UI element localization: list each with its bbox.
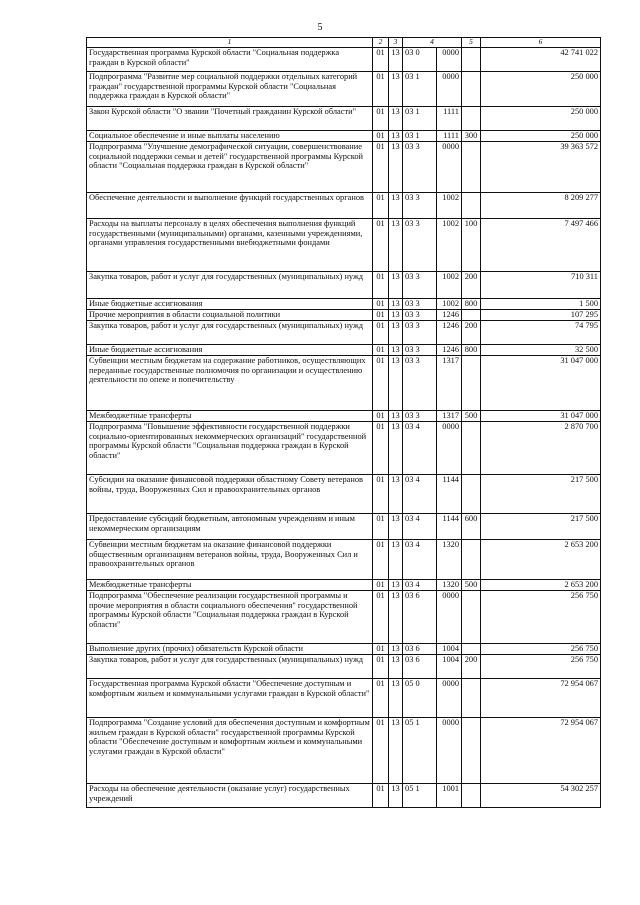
row-name: Подпрограмма "Развитие мер социальной поддержки отдельных категорий граждан" государственной программы Курской области "Социальная поддержка граждан в Курской области": [87, 72, 373, 107]
row-section: 01: [373, 131, 389, 142]
table-row: [87, 310, 601, 321]
table-row: [87, 784, 601, 808]
row-name: Прочие мероприятия в области социальной политики: [87, 310, 373, 321]
row-expense-type: [462, 48, 481, 72]
table-row: [87, 193, 601, 219]
row-section: 01: [373, 475, 389, 514]
row-target-program: 05 0: [403, 679, 437, 718]
row-subsection: 13: [389, 107, 403, 131]
row-section: 01: [373, 580, 389, 591]
row-name: Иные бюджетные ассигнования: [87, 345, 373, 356]
header-col-2: 2: [373, 38, 389, 48]
row-expense-type: [462, 475, 481, 514]
row-expense-type: 600: [462, 514, 481, 540]
row-target-number: 1144: [437, 514, 462, 540]
row-target-number: 1002: [437, 219, 462, 272]
row-amount: 7 497 466: [481, 219, 601, 272]
row-expense-type: 100: [462, 219, 481, 272]
table-row: [87, 475, 601, 514]
row-expense-type: 500: [462, 580, 481, 591]
row-section: 01: [373, 219, 389, 272]
budget-table: [86, 37, 601, 808]
row-target-program: 03 3: [403, 310, 437, 321]
row-name: Закупка товаров, работ и услуг для государственных (муниципальных) нужд: [87, 321, 373, 345]
row-section: 01: [373, 540, 389, 580]
row-name: Государственная программа Курской области "Обеспечение доступным и комфортным жильем и коммунальными услугами граждан в Курской области": [87, 679, 373, 718]
row-expense-type: [462, 422, 481, 475]
row-name: Иные бюджетные ассигнования: [87, 299, 373, 310]
row-amount: 250 000: [481, 107, 601, 131]
row-section: 01: [373, 299, 389, 310]
row-amount: 710 311: [481, 272, 601, 299]
row-expense-type: 500: [462, 411, 481, 422]
row-target-number: 1004: [437, 655, 462, 679]
row-subsection: 13: [389, 644, 403, 655]
table-row: [87, 72, 601, 107]
row-target-program: 03 3: [403, 272, 437, 299]
header-col-6: 6: [481, 38, 601, 48]
row-expense-type: [462, 193, 481, 219]
row-expense-type: [462, 679, 481, 718]
row-amount: 217 500: [481, 475, 601, 514]
row-target-number: 0000: [437, 679, 462, 718]
row-section: 01: [373, 321, 389, 345]
table-row: [87, 272, 601, 299]
row-subsection: 13: [389, 580, 403, 591]
header-col-3: 3: [389, 38, 403, 48]
row-name: Государственная программа Курской области "Социальная поддержка граждан в Курской области": [87, 48, 373, 72]
row-target-program: 03 3: [403, 321, 437, 345]
row-target-program: 03 6: [403, 644, 437, 655]
row-expense-type: 300: [462, 131, 481, 142]
row-name: Межбюджетные трансферты: [87, 411, 373, 422]
row-amount: 72 954 067: [481, 718, 601, 784]
row-subsection: 13: [389, 299, 403, 310]
row-target-number: 0000: [437, 48, 462, 72]
row-target-program: 03 4: [403, 514, 437, 540]
row-name: Межбюджетные трансферты: [87, 580, 373, 591]
table-row: [87, 679, 601, 718]
row-section: 01: [373, 718, 389, 784]
row-amount: 42 741 022: [481, 48, 601, 72]
row-section: 01: [373, 193, 389, 219]
row-target-program: 03 3: [403, 193, 437, 219]
row-section: 01: [373, 345, 389, 356]
table-row: [87, 644, 601, 655]
row-target-number: 1320: [437, 580, 462, 591]
row-amount: 256 750: [481, 591, 601, 644]
row-amount: 54 302 257: [481, 784, 601, 808]
row-subsection: 13: [389, 514, 403, 540]
row-target-program: 03 1: [403, 107, 437, 131]
row-target-program: 03 3: [403, 345, 437, 356]
row-amount: 2 653 200: [481, 580, 601, 591]
table-row: [87, 345, 601, 356]
row-subsection: 13: [389, 411, 403, 422]
row-section: 01: [373, 142, 389, 193]
row-expense-type: [462, 591, 481, 644]
row-subsection: 13: [389, 718, 403, 784]
row-expense-type: [462, 718, 481, 784]
table-row: [87, 131, 601, 142]
row-target-number: 0000: [437, 142, 462, 193]
row-section: 01: [373, 591, 389, 644]
row-name: Подпрограмма "Улучшение демографической ситуации, совершенствование социальной поддержки семьи и детей" государственной программы Курской области "Социальная поддержка граждан в Курской области": [87, 142, 373, 193]
row-name: Предоставление субсидий бюджетным, автономным учреждениям и иным некоммерческим организациям: [87, 514, 373, 540]
row-name: Подпрограмма "Создание условий для обеспечения доступным и комфортным жильем граждан в Курской области" государственной программы Курской области "Обеспечение доступным и комфортным жильем и коммунальными услугами граждан в Курской области": [87, 718, 373, 784]
row-subsection: 13: [389, 142, 403, 193]
row-section: 01: [373, 72, 389, 107]
table-row: [87, 591, 601, 644]
row-amount: 31 047 000: [481, 411, 601, 422]
row-target-number: 1144: [437, 475, 462, 514]
header-col-5: 5: [462, 38, 481, 48]
row-expense-type: 200: [462, 272, 481, 299]
row-section: 01: [373, 48, 389, 72]
row-target-program: 03 3: [403, 299, 437, 310]
row-section: 01: [373, 679, 389, 718]
table-row: [87, 299, 601, 310]
row-section: 01: [373, 655, 389, 679]
row-amount: 107 295: [481, 310, 601, 321]
table-row: [87, 580, 601, 591]
row-target-number: 1004: [437, 644, 462, 655]
row-section: 01: [373, 411, 389, 422]
row-section: 01: [373, 272, 389, 299]
table-row: [87, 321, 601, 345]
row-target-number: 0000: [437, 718, 462, 784]
row-target-number: 1002: [437, 193, 462, 219]
row-section: 01: [373, 107, 389, 131]
row-section: 01: [373, 310, 389, 321]
row-target-program: 03 4: [403, 580, 437, 591]
header-col-1: 1: [87, 38, 373, 48]
table-row: [87, 514, 601, 540]
row-amount: 217 500: [481, 514, 601, 540]
page-number: 5: [317, 22, 323, 33]
row-amount: 1 500: [481, 299, 601, 310]
row-section: 01: [373, 422, 389, 475]
table-row: [87, 219, 601, 272]
row-section: 01: [373, 644, 389, 655]
row-subsection: 13: [389, 679, 403, 718]
row-subsection: 13: [389, 591, 403, 644]
row-target-program: 03 3: [403, 411, 437, 422]
row-amount: 72 954 067: [481, 679, 601, 718]
row-amount: 2 870 700: [481, 422, 601, 475]
row-name: Подпрограмма "Повышение эффективности государственной поддержки социально-ориентированных некоммерческих организаций" государственной программы Курской области "Социальная поддержка граждан в Курской области": [87, 422, 373, 475]
row-target-program: 03 3: [403, 142, 437, 193]
row-subsection: 13: [389, 475, 403, 514]
row-expense-type: 800: [462, 345, 481, 356]
row-expense-type: [462, 142, 481, 193]
row-target-program: 05 1: [403, 784, 437, 808]
table-row: [87, 540, 601, 580]
row-name: Выполнение других (прочих) обязательств Курской области: [87, 644, 373, 655]
row-target-number: 1001: [437, 784, 462, 808]
table-header-row: [87, 38, 601, 48]
table-row: [87, 718, 601, 784]
row-target-program: 03 4: [403, 540, 437, 580]
row-target-number: 0000: [437, 591, 462, 644]
row-target-number: 0000: [437, 72, 462, 107]
row-name: Подпрограмма "Обеспечение реализации государственной программы и прочие мероприятия в области социального обеспечения" государственной программы Курской области "Социальная поддержка граждан в Курской области": [87, 591, 373, 644]
row-expense-type: 200: [462, 655, 481, 679]
row-subsection: 13: [389, 321, 403, 345]
row-amount: 8 209 277: [481, 193, 601, 219]
row-target-number: 1320: [437, 540, 462, 580]
row-section: 01: [373, 784, 389, 808]
row-name: Закон Курской области "О звании "Почетный гражданин Курской области": [87, 107, 373, 131]
row-target-program: 03 3: [403, 356, 437, 411]
row-amount: 250 000: [481, 131, 601, 142]
table-row: [87, 142, 601, 193]
row-subsection: 13: [389, 193, 403, 219]
row-name: Закупка товаров, работ и услуг для государственных (муниципальных) нужд: [87, 655, 373, 679]
row-name: Обеспечение деятельности и выполнение функций государственных органов: [87, 193, 373, 219]
row-target-number: 1111: [437, 107, 462, 131]
row-target-program: 03 4: [403, 475, 437, 514]
row-target-number: 1246: [437, 321, 462, 345]
row-target-number: 1002: [437, 299, 462, 310]
row-amount: 2 653 200: [481, 540, 601, 580]
row-subsection: 13: [389, 310, 403, 321]
table-row: [87, 411, 601, 422]
row-expense-type: [462, 784, 481, 808]
row-expense-type: [462, 310, 481, 321]
row-name: Субвенции местным бюджетам на оказание финансовой поддержки общественным организациям ветеранов войны, труда, Вооруженных Сил и правоохранительных органов: [87, 540, 373, 580]
row-subsection: 13: [389, 219, 403, 272]
row-target-number: 1246: [437, 310, 462, 321]
row-target-number: 0000: [437, 422, 462, 475]
row-amount: 74 795: [481, 321, 601, 345]
row-name: Расходы на обеспечение деятельности (оказание услуг) государственных учреждений: [87, 784, 373, 808]
row-subsection: 13: [389, 272, 403, 299]
row-subsection: 13: [389, 48, 403, 72]
row-amount: 31 047 000: [481, 356, 601, 411]
row-target-program: 05 1: [403, 718, 437, 784]
row-expense-type: 800: [462, 299, 481, 310]
row-expense-type: [462, 540, 481, 580]
row-target-program: 03 0: [403, 48, 437, 72]
table-row: [87, 356, 601, 411]
row-name: Субвенции местным бюджетам на содержание работников, осуществляющих переданные государственные полномочия по организации и осуществлению деятельности по опеке и попечительству: [87, 356, 373, 411]
row-subsection: 13: [389, 422, 403, 475]
row-name: Расходы на выплаты персоналу в целях обеспечения выполнения функций государственными (муниципальными) органами, казенными учреждениями, органами управления государственными внебюджетными фондами: [87, 219, 373, 272]
row-expense-type: [462, 644, 481, 655]
row-amount: 32 500: [481, 345, 601, 356]
row-amount: 256 750: [481, 644, 601, 655]
row-subsection: 13: [389, 356, 403, 411]
row-expense-type: [462, 72, 481, 107]
row-expense-type: [462, 356, 481, 411]
row-subsection: 13: [389, 345, 403, 356]
row-target-number: 1317: [437, 356, 462, 411]
row-amount: 256 750: [481, 655, 601, 679]
row-target-number: 1246: [437, 345, 462, 356]
row-target-program: 03 1: [403, 72, 437, 107]
row-subsection: 13: [389, 784, 403, 808]
row-target-number: 1317: [437, 411, 462, 422]
row-section: 01: [373, 514, 389, 540]
row-amount: 39 363 572: [481, 142, 601, 193]
row-expense-type: [462, 107, 481, 131]
row-target-program: 03 4: [403, 422, 437, 475]
row-target-number: 1111: [437, 131, 462, 142]
row-subsection: 13: [389, 655, 403, 679]
row-name: Субсидии на оказание финансовой поддержки областному Совету ветеранов войны, труда, Вооруженных Сил и правоохранительных органов: [87, 475, 373, 514]
row-target-number: 1002: [437, 272, 462, 299]
row-target-program: 03 1: [403, 131, 437, 142]
row-subsection: 13: [389, 131, 403, 142]
header-col-4: 4: [403, 38, 462, 48]
row-target-program: 03 6: [403, 591, 437, 644]
row-target-program: 03 3: [403, 219, 437, 272]
row-target-program: 03 6: [403, 655, 437, 679]
row-section: 01: [373, 356, 389, 411]
row-amount: 250 000: [481, 72, 601, 107]
row-subsection: 13: [389, 540, 403, 580]
table-row: [87, 48, 601, 72]
table-row: [87, 655, 601, 679]
table-row: [87, 422, 601, 475]
row-name: Социальное обеспечение и иные выплаты населению: [87, 131, 373, 142]
table-row: [87, 107, 601, 131]
row-name: Закупка товаров, работ и услуг для государственных (муниципальных) нужд: [87, 272, 373, 299]
row-subsection: 13: [389, 72, 403, 107]
row-expense-type: 200: [462, 321, 481, 345]
